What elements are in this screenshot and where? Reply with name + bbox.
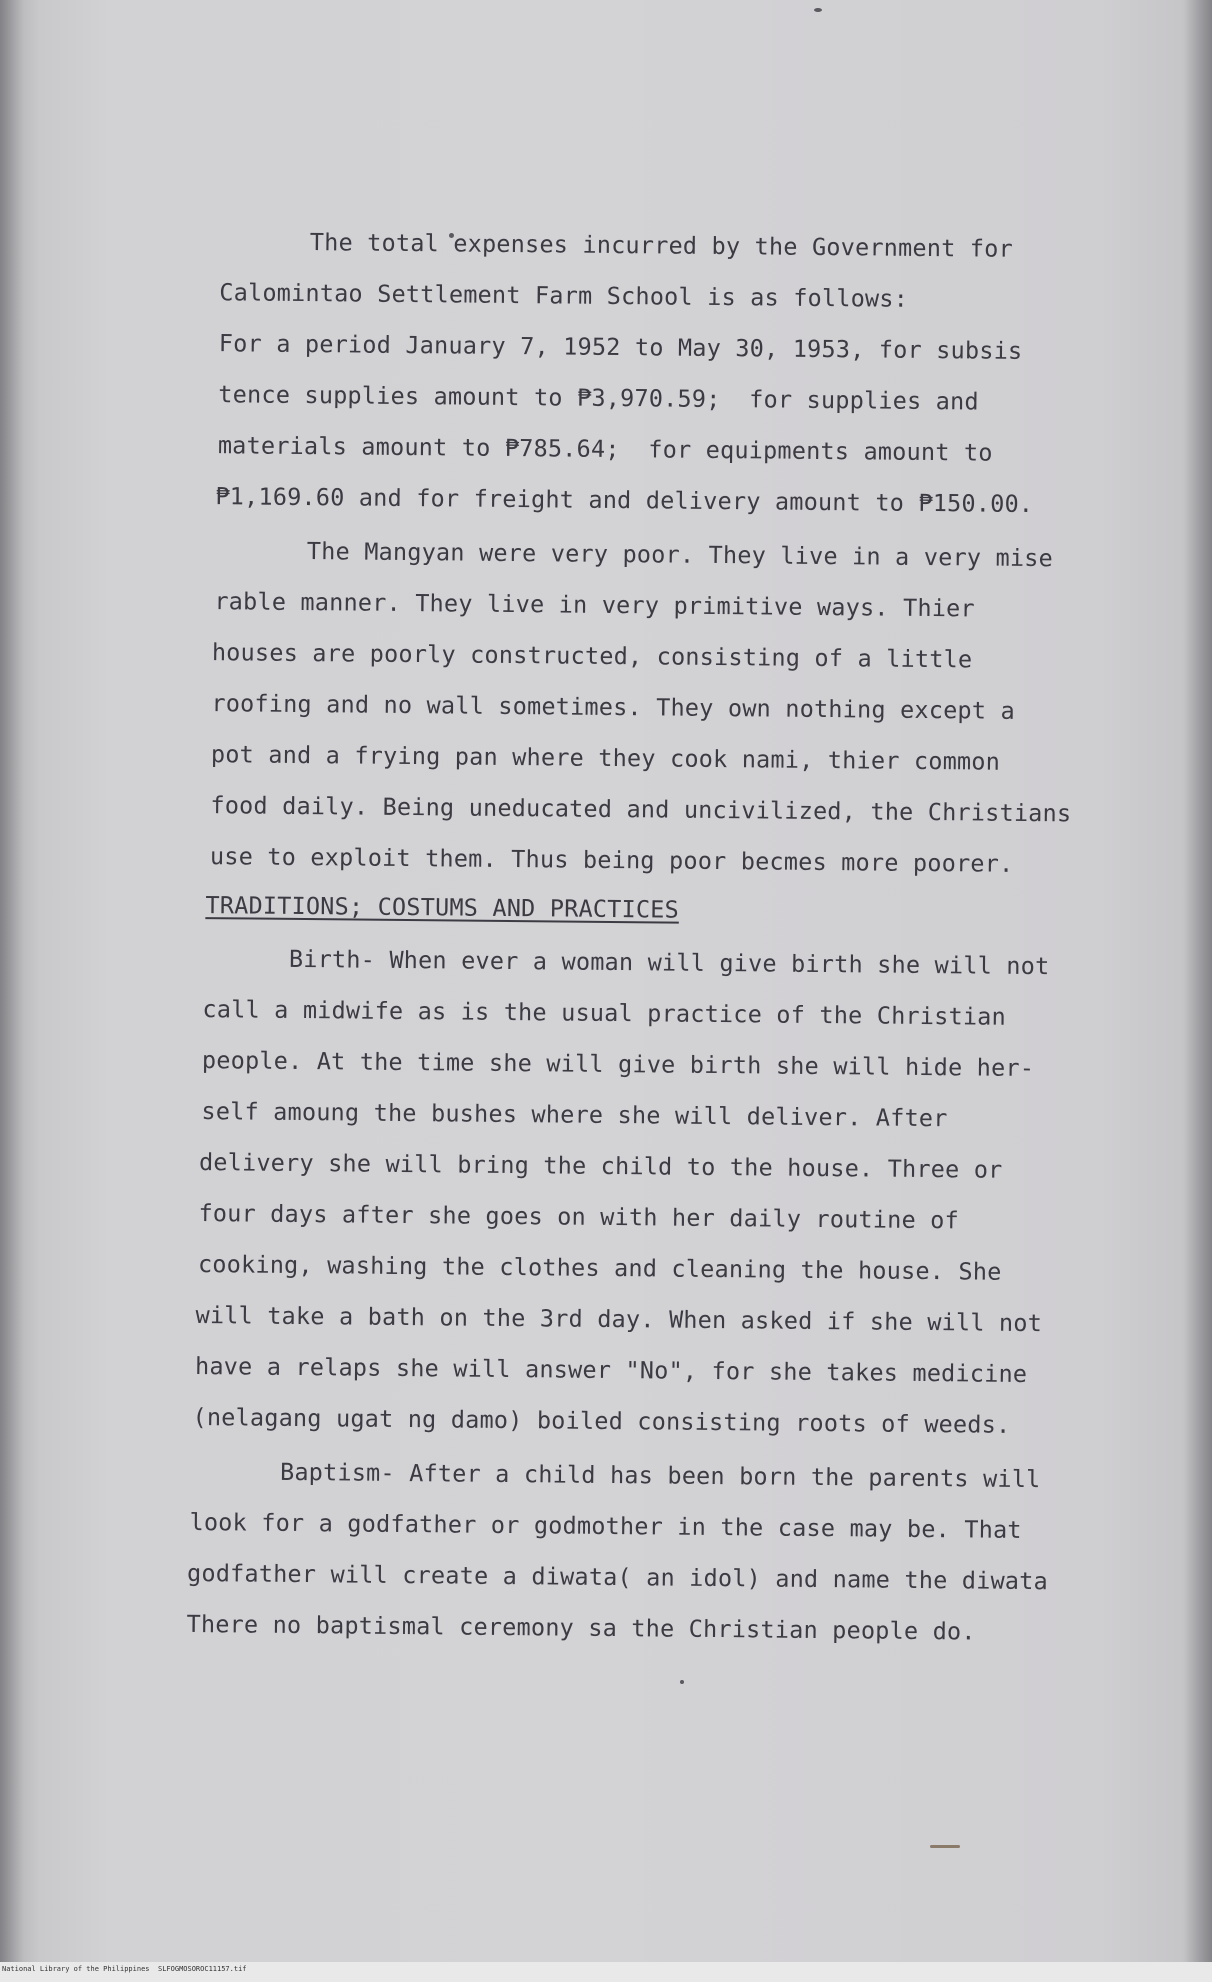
text-line: delivery she will bring the child to the house. Three or	[198, 1148, 1003, 1184]
footer-library: National Library of the Philippines	[2, 1965, 150, 1973]
text-line: materials amount to ₱785.64; for equipments amount to	[217, 431, 993, 467]
text-line: There no baptismal ceremony sa the Christian people do.	[186, 1609, 976, 1646]
text-line: houses are poorly constructed, consisting of a little	[211, 638, 973, 674]
text-line: Birth- When ever a woman will give birth she will not	[288, 944, 1050, 981]
typed-text	[186, 226, 1120, 1646]
text-line: call a midwife as is the usual practice of the Christian	[202, 995, 1007, 1031]
text-line: will take a bath on the 3rd day. When asked if she will not	[195, 1301, 1043, 1338]
text-line: four days after she goes on with her daily routine of	[198, 1199, 960, 1235]
text-line: roofing and no wall sometimes. They own nothing except a	[211, 689, 1016, 725]
text-line: look for a godfather or godmother in the case may be. That	[189, 1507, 1022, 1544]
text-line: (nelagang ugat ng damo) boiled consisting roots of weeds.	[192, 1402, 1011, 1439]
ink-speck	[680, 1680, 684, 1684]
text-line: food daily. Being uneducated and uncivilized, the Christians	[210, 791, 1072, 828]
footer-filename: SLFOGMOSOROC11157.tif	[158, 1965, 247, 1973]
text-line: have a relaps she will answer "No", for she takes medicine	[194, 1352, 1028, 1388]
text-line: The total expenses incurred by the Government for	[309, 228, 1014, 263]
text-line: rable manner. They live in very primitive ways. Thier	[214, 587, 975, 623]
text-line: For a period January 7, 1952 to May 30, 1953, for subsis	[218, 329, 1023, 365]
text-line: use to exploit them. Thus being poor becmes more poorer.	[209, 842, 1014, 878]
text-line: self amoung the bushes where she will deliver. After	[201, 1097, 948, 1133]
text-line: Calomintao Settlement Farm School is as follows:	[219, 278, 909, 313]
text-line: godfather will create a diwata( an idol) and name the diwata	[186, 1558, 1049, 1596]
text-line: people. At the time she will give birth she will hide her-	[201, 1046, 1035, 1083]
ink-speck	[930, 1845, 960, 1848]
ink-speck	[814, 8, 822, 12]
text-line: cooking, washing the clothes and cleaning the house. She	[197, 1250, 1002, 1286]
text-line: Baptism- After a child has been born the parents will	[279, 1457, 1041, 1494]
text-line: The Mangyan were very poor. They live in a very mise	[306, 537, 1054, 573]
section-heading: TRADITIONS; COSTUMS AND PRACTICES	[205, 891, 680, 924]
scan-footer	[0, 1962, 1212, 1982]
text-line: ₱1,169.60 and for freight and delivery amount to ₱150.00.	[215, 482, 1034, 519]
text-line: tence supplies amount to ₱3,970.59; for supplies and	[218, 380, 979, 416]
text-line: pot and a frying pan where they cook nami, thier common	[210, 740, 1001, 776]
